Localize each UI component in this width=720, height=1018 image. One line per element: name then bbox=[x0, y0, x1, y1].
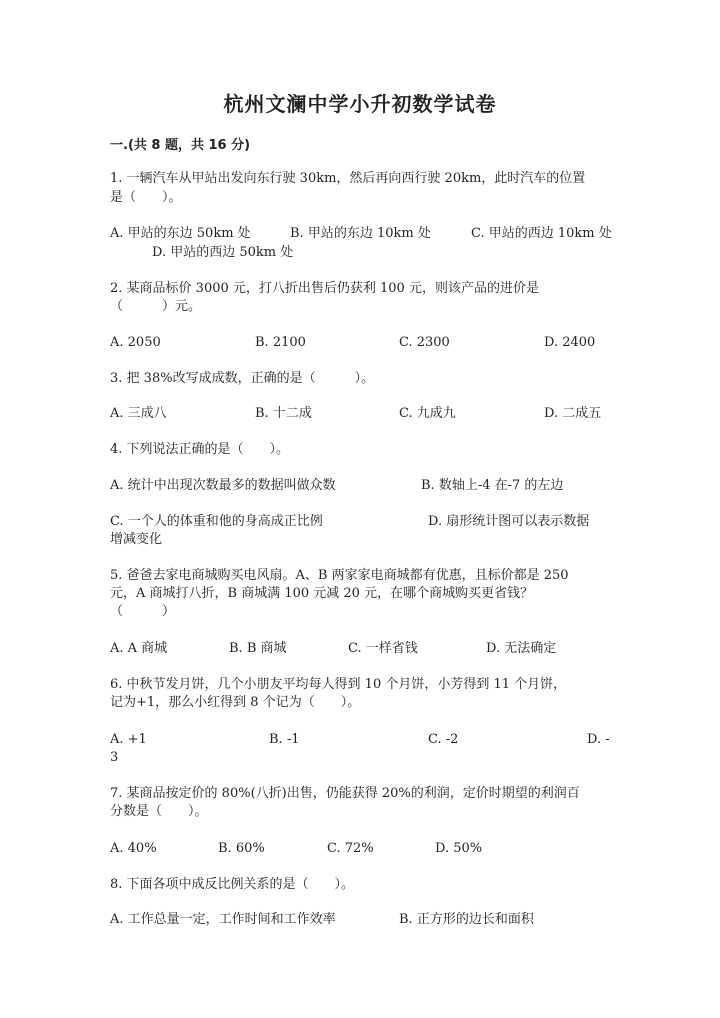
question-2-option-b: B. 2100 bbox=[255, 335, 306, 350]
question-2-text: 2. 某商品标价 3000 元，打八折出售后仍获利 100 元，则该产品的进价是 bbox=[110, 281, 539, 296]
section-heading: 一.(共 8 题，共 16 分) bbox=[110, 138, 251, 153]
question-6-text: 6. 中秋节发月饼，几个小朋友平均每人得到 10 个月饼，小芳得到 11 个月饼， bbox=[110, 677, 567, 692]
question-6-option-c: C. -2 bbox=[428, 732, 459, 747]
question-1-option-d: D. 甲站的西边 50km 处 bbox=[152, 245, 294, 260]
question-7-text: 分数是（ ）。 bbox=[110, 804, 208, 819]
question-8-option-a: A. 工作总量一定，工作时间和工作效率 bbox=[110, 912, 336, 927]
question-4-option-d: D. 扇形统计图可以表示数据 bbox=[428, 514, 590, 529]
question-8-text: 8. 下面各项中成反比例关系的是（ ）。 bbox=[110, 877, 355, 892]
question-3-option-b: B. 十二成 bbox=[255, 406, 312, 421]
question-5-text: 元，A 商城打八折，B 商城满 100 元减 20 元，在哪个商城购买更省钱？ bbox=[110, 586, 534, 601]
question-1-option-b: B. 甲站的东边 10km 处 bbox=[290, 226, 431, 241]
question-6-text: 记为+1，那么小红得到 8 个记为（ ）。 bbox=[110, 695, 361, 710]
question-5-text: （ ） bbox=[110, 604, 176, 619]
question-7-option-a: A. 40% bbox=[110, 841, 157, 856]
question-6-option-d-cont: 3 bbox=[110, 750, 119, 765]
question-5-option-b: B. B 商城 bbox=[229, 641, 287, 656]
question-2-option-d: D. 2400 bbox=[544, 335, 596, 350]
question-8-option-b: B. 正方形的边长和面积 bbox=[399, 912, 534, 927]
question-5-option-c: C. 一样省钱 bbox=[348, 641, 418, 656]
question-7-text: 7. 某商品按定价的 80%(八折)出售，仍能获得 20%的利润，定价时期望的利润百 bbox=[110, 786, 580, 801]
question-1-option-a: A. 甲站的东边 50km 处 bbox=[110, 226, 251, 241]
question-4-text: 4. 下列说法正确的是（ ）。 bbox=[110, 442, 290, 457]
question-2-option-c: C. 2300 bbox=[399, 335, 450, 350]
question-6-option-b: B. -1 bbox=[269, 732, 300, 747]
question-7-option-c: C. 72% bbox=[327, 841, 374, 856]
question-4-option-a: A. 统计中出现次数最多的数据叫做众数 bbox=[110, 478, 336, 493]
question-7-option-d: D. 50% bbox=[435, 841, 483, 856]
question-1-text: 是（ ）。 bbox=[110, 190, 182, 205]
question-1-option-c: C. 甲站的西边 10km 处 bbox=[471, 226, 612, 241]
question-4-option-d-cont: 增减变化 bbox=[110, 532, 163, 547]
question-2-text: （ ）元。 bbox=[110, 299, 202, 314]
question-3-option-d: D. 二成五 bbox=[544, 406, 602, 421]
question-3-text: 3. 把 38%改写成成数，正确的是（ ）。 bbox=[110, 371, 375, 386]
question-5-option-d: D. 无法确定 bbox=[486, 641, 557, 656]
question-5-option-a: A. A 商城 bbox=[110, 641, 168, 656]
question-5-text: 5. 爸爸去家电商城购买电风扇。A、B 两家家电商城都有优惠，且标价都是 250 bbox=[110, 568, 569, 583]
question-6-option-d: D. - bbox=[587, 732, 610, 747]
question-3-option-a: A. 三成八 bbox=[110, 406, 167, 421]
question-7-option-b: B. 60% bbox=[218, 841, 265, 856]
page-title: 杭州文澜中学小升初数学试卷 bbox=[223, 92, 497, 116]
question-4-option-c: C. 一个人的体重和他的身高成正比例 bbox=[110, 514, 323, 529]
question-6-option-a: A. +1 bbox=[110, 732, 147, 747]
question-2-option-a: A. 2050 bbox=[110, 335, 161, 350]
question-3-option-c: C. 九成九 bbox=[399, 406, 456, 421]
question-1-text: 1. 一辆汽车从甲站出发向东行驶 30km，然后再向西行驶 20km，此时汽车的位置 bbox=[110, 171, 586, 186]
question-4-option-b: B. 数轴上-4 在-7 的左边 bbox=[421, 478, 564, 493]
